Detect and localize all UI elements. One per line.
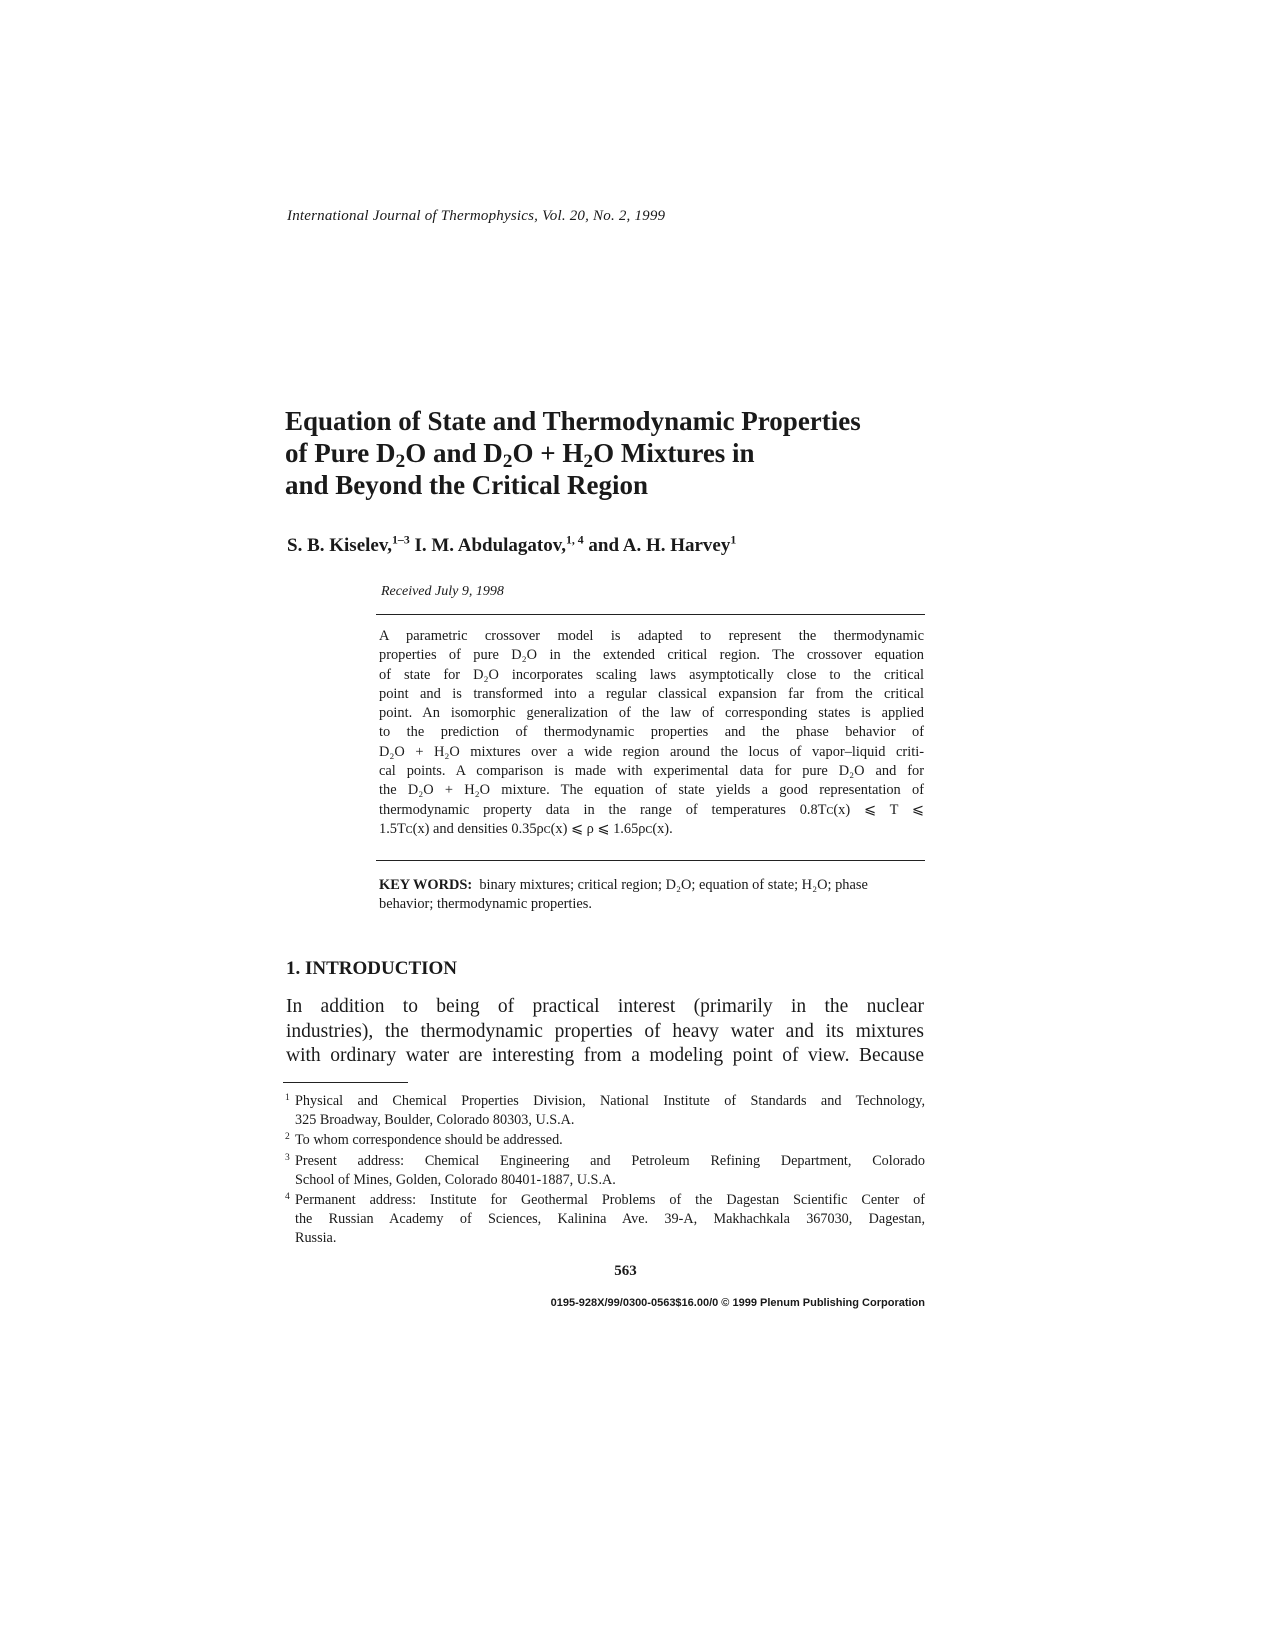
- intro-line: industries), the thermodynamic properties of heavy water and its mixtures: [286, 1020, 924, 1042]
- footnote-line: School of Mines, Golden, Colorado 80401-1887, U.S.A.: [295, 1171, 616, 1188]
- footnote-line: Russia.: [295, 1230, 337, 1247]
- footnote-mark: 1: [285, 1093, 290, 1103]
- page-number: 563: [614, 1263, 637, 1279]
- received-date: Received July 9, 1998: [381, 584, 504, 599]
- keywords-label: KEY WORDS:: [379, 877, 473, 893]
- section-heading: 1. INTRODUCTION: [286, 958, 458, 979]
- footnote-mark: 4: [285, 1192, 290, 1203]
- footnote-line: Present address: Chemical Engineering and Petroleum Refining Department, Colorado: [295, 1152, 925, 1169]
- author-affiliation-mark: 1, 4: [565, 533, 584, 547]
- title-line-3: and Beyond the Critical Region: [285, 470, 649, 500]
- footnote-line: Permanent address: Institute for Geothermal Problems of the Dagestan Scientific Center of: [295, 1192, 925, 1209]
- keywords-text: binary mixtures; critical region; D₂O; equation of state; H₂O; phase behavior; thermodynamic properties.: [379, 877, 868, 912]
- abstract-line: thermodynamic property data in the range of temperatures 0.8Tᴄ(x) ⩽ T ⩽: [379, 801, 924, 818]
- footnote: [283, 1152, 925, 1190]
- footnote: [283, 1092, 925, 1130]
- abstract-line: point and is transformed into a regular classical expansion far from the critical: [379, 685, 924, 702]
- footnote: [283, 1191, 925, 1249]
- author-name: I. M. Abdulagatov,: [414, 535, 566, 556]
- abstract-line: point. An isomorphic generalization of the law of corresponding states is applied: [379, 705, 924, 722]
- abstract-line: the D₂O + H₂O mixture. The equation of state yields a good representation of: [379, 782, 924, 799]
- footnote-mark: 2: [285, 1132, 290, 1143]
- journal-header: International Journal of Thermophysics, Vol. 20, No. 2, 1999: [287, 208, 666, 224]
- abstract-line: 1.5Tᴄ(x) and densities 0.35ρᴄ(x) ⩽ ρ ⩽ 1.65ρᴄ(x).: [379, 820, 673, 837]
- abstract-line: A parametric crossover model is adapted to represent the thermodynamic: [379, 628, 924, 644]
- abstract-line: to the prediction of thermodynamic properties and the phase behavior of: [379, 724, 924, 741]
- paper-title: [285, 405, 985, 501]
- footnote-line: 325 Broadway, Boulder, Colorado 80303, U.S.A.: [295, 1112, 575, 1129]
- author-name: S. B. Kiselev,: [287, 535, 393, 556]
- footnote: [283, 1131, 925, 1150]
- intro-line: In addition to being of practical interest (primarily in the nuclear: [286, 996, 924, 1017]
- author-connector: and: [588, 535, 620, 556]
- abstract-bottom-rule: [376, 860, 925, 861]
- author-list: [287, 535, 736, 557]
- abstract-line: of state for D₂O incorporates scaling laws asymptotically close to the critical: [379, 666, 924, 683]
- author-name: A. H. Harvey: [622, 535, 731, 556]
- title-line-2: of Pure $D_2O$ and $D_2O + H_2O$ Mixtures in: [285, 438, 755, 472]
- abstract: [379, 627, 924, 839]
- abstract-line: D₂O + H₂O mixtures over a wide region around the locus of vapor–liquid criti-: [379, 743, 924, 760]
- keywords: [379, 876, 924, 914]
- footnote-rule: [283, 1082, 408, 1083]
- intro-line: with ordinary water are interesting from a modeling point of view. Because: [286, 1045, 924, 1066]
- abstract-line: cal points. A comparison is made with experimental data for pure D₂O and for: [379, 763, 924, 780]
- author-affiliation-mark: 1–3: [392, 533, 410, 547]
- footnote-mark: 3: [285, 1152, 290, 1163]
- footnotes: [283, 1092, 925, 1250]
- footnote-line: the Russian Academy of Sciences, Kalinina Ave. 39-A, Makhachkala 367030, Dagestan,: [295, 1211, 925, 1228]
- footnote-line: Physical and Chemical Properties Division, National Institute of Standards and Technology,: [295, 1093, 925, 1109]
- abstract-top-rule: [376, 614, 925, 615]
- intro-paragraph: [286, 995, 924, 1069]
- title-line-1: Equation of State and Thermodynamic Properties: [285, 406, 861, 436]
- abstract-line: properties of pure D₂O in the extended critical region. The crossover equation: [379, 647, 924, 664]
- footnote-line: To whom correspondence should be addressed.: [295, 1132, 563, 1149]
- author-affiliation-mark: 1: [730, 533, 737, 547]
- copyright-line: 0195-928X/99/0300-0563$16.00/0 © 1999 Plenum Publishing Corporation: [550, 1297, 925, 1309]
